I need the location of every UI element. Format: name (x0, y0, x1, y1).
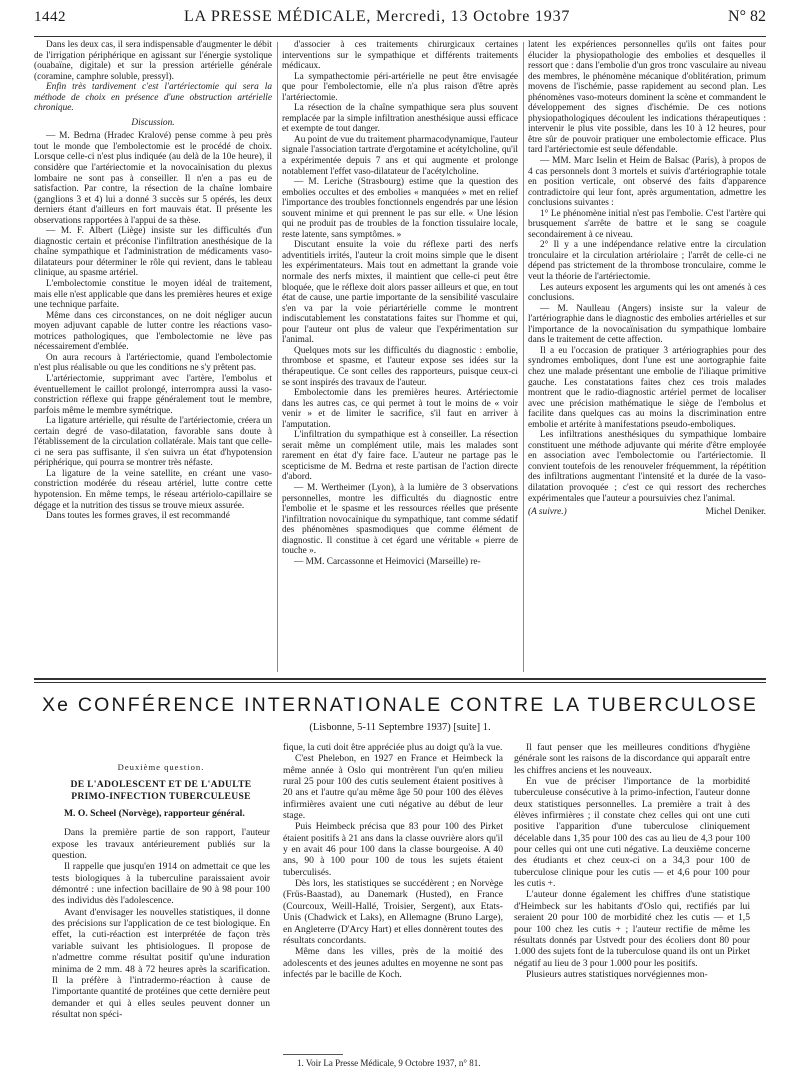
paragraph: Discutant ensuite la voie du réflexe parti des nerfs adventitiels irrités, l'auteur la croit moins simple que le disent les expérimentateurs. Mais tout en admettant la grande voie normale des nerfs mixtes, il maintient que celle-ci peut être bloquée, que le réflexe doit alors passer ailleurs et que, en tout état de cause, une partie importante de la sensibilité vasculaire s'en va par la voie périartérielle comme le montrent indiscutablement les constatations faites sur l'homme et qui, pour l'auteur ont plus de valeur que l'expérimentation sur l'animal. (282, 240, 518, 346)
paragraph: 2° Il y a une indépendance relative entre la circulation tronculaire et la circulation artériolaire ; l'arrêt de celle-ci ne dépend pas strictement de la thrombose tronculaire, comme le veut la théorie de l'artériectomie. (528, 240, 766, 283)
paragraph: L'auteur donne également les chiffres d'une statistique d'Heimbeck sur les habitants d'Oslo qui, rectifiés par lui seraient 20 pour 100 de morbidité chez les cutis — et 1,5 pour 100 chez les cutis + ; l'auteur rectifie de même les résultats donnés par Ustvedt pour des écoliers dont 80 pour 1.000 des sujets font de la tuberculose quand ils ont un Pirket négatif au lieu de 3 pour 1.000 pour les positifs. (514, 889, 750, 969)
column-1 (34, 40, 272, 675)
paragraph: En vue de préciser l'importance de la morbidité tuberculeuse consécutive à la primo-infection, l'auteur donne deux statistiques personnelles. La première a trait à des élèves infirmières ; il constate chez celles qui ont une cuti positive l'apparition d'une tuberculose cliniquement décelable dans 1,35 pour 100 des cas au lieu de 4,3 pour 100 pour celles qui ont une cuti négative. La deuxième concerne des étudiants et chez ceux-ci on a 34,3 pour 100 de tuberculose clinique pour les cutis — et 4,6 pour 100 pour les cutis +. (514, 776, 750, 890)
column-divider (523, 42, 524, 672)
page-header (34, 6, 766, 32)
conference-column-2 (283, 742, 503, 1072)
paragraph: — M. F. Albert (Liège) insiste sur les difficultés d'un diagnostic certain et préconise l'infiltration anesthésique de la chaîne sympathique et l'administration de médicaments vaso-dilatateurs pour déterminer le rôle qui revient, dans le tableau clinique, au spasme artériel. (34, 226, 272, 279)
paragraph: Les infiltrations anesthésiques du sympathique lombaire constituent une méthode adjuvante qui mérite d'être employée en association avec l'embolectomie ou l'artériectomie. Il convient toutefois de les renouveler fréquemment, la répétition des infiltrations augmentant l'intensité et la durée de la vaso-dilatation provoquée ; c'est ce qui ressort des recherches expérimentales que l'auteur a poursuivies chez l'animal. (528, 430, 766, 504)
paragraph: Plusieurs autres statistiques norvégiennes mon- (526, 968, 708, 980)
paragraph: C'est Phelebon, en 1927 en France et Heimbeck la même année à Oslo qui montrèrent l'un qu'en milieu rural 25 pour 100 des cutis seulement étaient positives à 20 ans et l'autre qu'au même âge 50 pour 100 des élèves infirmières avaient une cuti négative au début de leur stage. (283, 753, 503, 822)
paragraph: On aura recours à l'artériectomie, quand l'embolectomie n'est plus réalisable ou que les conditions ne s'y prêtent pas. (34, 352, 272, 374)
section-title-line-1: DE L'ADOLESCENT ET DE L'ADULTE (70, 779, 252, 791)
paragraph: L'embolectomie constitue le moyen idéal de traitement, mais elle n'est applicable que dans les premières heures et exige une technique parfaite. (34, 279, 272, 311)
paragraph: Il faut penser que les meilleures conditions d'hygiène générale sont les raisons de la discordance qui apparaît entre les chiffres anciens et les nouveaux. (514, 742, 750, 776)
paragraph: — M. Wertheimer (Lyon), à la lumière de 3 observations personnelles, montre les difficultés du diagnostic entre l'embolie et le spasme et les ressources réelles que présente l'infiltration novocaïnique du sympathique, tant comme sédatif des phénomènes spasmodiques que comme élément de diagnostic. Il constitue à cet égard une véritable « pierre de touche ». (282, 482, 518, 557)
paragraph: L'artériectomie, supprimant avec l'artère, l'embolus et éventuellement le caillot prolongé, interrompra aussi la vaso-constriction réflexe qui frappe généralement tout le membre, parfois même le membre symétrique. (34, 373, 272, 416)
article-signature-row (528, 507, 766, 518)
paragraph: Embolectomie dans les premières heures. Artériectomie dans les autres cas, ce qui permet à tout le moins de « voir venir » et de limiter le sacrifice, s'il faut en arriver à l'amputation. (282, 388, 518, 430)
column-2 (282, 40, 518, 675)
column-3 (528, 40, 766, 675)
paragraph: — M. Leriche (Strasbourg) estime que la question des embolies occultes et des embolies « manquées » met en relief l'importance des troubles fonctionnels engendrés par une lésion souvent minime et qui prennent le pas sur elle. « Une lésion qui ne produit pas de troubles de la fonction tissulaire locale, reste latente, sans symptômes. » (282, 177, 518, 240)
footnote: 1. Voir La Presse Médicale, 9 Octobre 1937, n° 81. (297, 1058, 481, 1068)
paragraph: Dans la première partie de son rapport, l'auteur expose les travaux antérieurement publiés sur la question. (52, 827, 270, 862)
section-rule-thin (34, 682, 766, 683)
paragraph: Au point de vue du traitement pharmacodynamique, l'auteur signale l'association tartrate d'ergotamine et acétylcholine, qu'il a expérimentée depuis 7 ans et qui augmente et prolonge notablement l'effet vaso-dilatateur de l'acétylcholine. (282, 134, 518, 177)
paragraph: Dans toutes les formes graves, il est recommandé (46, 511, 230, 522)
paragraph: Même dans les villes, près de la moitié des adolescents et des jeunes adultes en moyenne ne sont pas infectés par le bacille de Koch. (283, 946, 503, 980)
paragraph: Quelques mots sur les difficultés du diagnostic : embolie, thrombose et spasme, et l'auteur expose ses idées sur la thérapeutique. Ce sont celles des rapporteurs, puisque ceux-ci se sont inspirés des travaux de l'auteur. (282, 345, 518, 388)
paragraph: Il a eu l'occasion de pratiquer 3 artériographies pour des syndromes emboliques, dont l'une est une aortographie faite chez une malade présentant une embolie de l'iliaque primitive gauche. Les constatations faites chez ces trois malades montrent que le radio-diagnostic artériel permet de localiser avec une précision mathématique le siège de l'embolus et facilite dans quelques cas au moins la discrimination entre embolie et artérite à manifestations pseudo-emboliques. (528, 345, 766, 430)
to-be-continued: (A suivre.) (528, 507, 567, 518)
journal-title (184, 8, 570, 26)
header-rule (34, 36, 766, 37)
conference-subtitle: (Lisbonne, 5-11 Septembre 1937) [suite] 1. (309, 722, 491, 733)
paragraph: latent les expériences personnelles qu'ils ont faites pour élucider la physiopathologie des embolies et desquelles il ressort que : dans l'embolie d'un gros tronc vasculaire au niveau des membres, le phénomène mécanique d'oblitération, primum movens de l'ischémie, passe rapidement au second plan. Les phénomènes vaso-moteurs dominent la scène et commandent le développement des signes d'ischémie. De ces notions physiopathologiques découlent les indications thérapeutiques : intervenir le plus vite possible, dans les 10 à 12 heures, pour être sûr de pouvoir pratiquer une embolectomie efficace. Plus tard l'artériectomie est seule défendable. (528, 40, 766, 156)
paragraph: Dès lors, les statistiques se succédèrent ; en Norvège (Früs-Baastad), au Danemark (Husted), en France (Courcoux, Weill-Hallé, Troisier, Sergent), aux Etats-Unis (Chadwick et Laks), en Allemagne (Bruno Large), en Angleterre (D'Arcy Hart) et elles donnèrent toutes des résultats concordants. (283, 878, 503, 946)
issue-number: N° 82 (728, 8, 766, 25)
paragraph: Avant d'envisager les nouvelles statistiques, il donne des précisions sur l'application de ce test biologique. En effet, la cuti-réaction est interprétée de façon très variable suivant les phtisiologues. Il propose de n'admettre comme résultat positif qu'une induration minima de 2 mm. 48 à 72 heures après la scarification. Il la préfère à l'intradermo-réaction à cause de l'importante quantité de protéines que cette dernière peut demander et qui à elles seules peuvent donner un résultat non spéci- (52, 906, 270, 1020)
section-rule (34, 678, 766, 680)
issue-date: Mercredi, 13 Octobre 1937 (376, 8, 571, 25)
paragraph: La ligature de la veine satellite, en créant une vaso-constriction modérée du réseau artériel, lutte contre cette hypotension. En même temps, le réseau artériolo-capillaire se dégage et la nutrition des tissus se trouve mieux assurée. (34, 468, 272, 511)
paragraph: — MM. Marc Iselin et Heim de Balsac (Paris), à propos de 4 cas personnels dont 3 mortels et suivis d'artériographie totale en position verticale, ont observé des faits d'apparence contradictoire qui leur font, après argumentation, admettre les conclusions suivantes : (528, 156, 766, 209)
paragraph: Puis Heimbeck précisa que 83 pour 100 des Pirket étaient positifs à 21 ans dans la classe ouvrière alors qu'il y en avait 46 pour 100 dans la classe bourgeoise. A 40 ans, 90 à 100 pour 100 de tous les sujets étaient tuberculisés. (283, 821, 503, 878)
paragraph: Les auteurs exposent les arguments qui les ont amenés à ces conclusions. (528, 282, 766, 304)
paragraph: — MM. Carcassonne et Heimovici (Marseille) re- (294, 556, 481, 567)
paragraph: La ligature artérielle, qui résulte de l'artériectomie, créera un certain degré de vaso-dilatation, favorable sans doute à l'établissement de la circulation collatérale. Mais tant que celle-ci ne sera pas suffisante, il s'en suivra un état d'hypotension périphérique, qui pourra se montrer très néfaste. (34, 416, 272, 469)
column-divider (277, 42, 278, 672)
paragraph: L'infiltration du sympathique est à conseiller. La résection serait même un complément utile, mais les malades sont rarement en état d'y faire face. L'auteur ne partage pas le scepticisme de M. Bedrna et reste partisan de l'action directe d'abord. (282, 430, 518, 483)
paragraph: — M. Bedrna (Hradec Kralové) pense comme à peu près tout le monde que l'embolectomie est le procédé de choix. Lorsque celle-ci n'est plus indiquée (au delà de la 10e heure), il considère que l'artériectomie et la novocaïnisation du plexus lombaire ne sont pas à conseiller. Il n'en a pas eu de satisfaction. Par contre, la résection de la chaîne lombaire (ganglions 3 et 4) lui a donné 3 succès sur 5 opérés, les deux derniers étant d'ailleurs en fort mauvais état. Il présente les observations rapportées à l'appui de sa thèse. (34, 131, 272, 226)
conference-column-1 (52, 742, 270, 1072)
paragraph: La résection de la chaîne sympathique sera plus souvent remplacée par la simple infiltration anesthésique aussi efficace et exempte de tout danger. (282, 103, 518, 135)
rapporteur: M. O. Scheel (Norvège), rapporteur général. (64, 808, 245, 820)
paragraph: d'associer à ces traitements chirurgicaux certaines interventions sur le sympathique et différents traitements médicaux. (282, 40, 518, 72)
discussion-heading: Discussion. (131, 117, 175, 128)
footnote-rule (283, 1054, 343, 1055)
journal-name: LA PRESSE MÉDICALE, (184, 8, 372, 25)
paragraph: Enfin très tardivement c'est l'artériectomie qui sera la méthode de choix en présence d'une obstruction artérielle chronique. (34, 82, 272, 114)
paragraph: fique, la cuti doit être appréciée plus au doigt qu'à la vue. (283, 742, 503, 753)
conference-title: Xe CONFÉRENCE INTERNATIONALE CONTRE LA TUBERCULOSE (41, 694, 759, 716)
paragraph: — M. Naulleau (Angers) insiste sur la valeur de l'artériographie dans le diagnostic des embolies artérielles et sur l'importance de la novocaïnisation du sympathique lombaire dans le traitement de cette affection. (528, 303, 766, 346)
paragraph: Il rappelle que jusqu'en 1914 on admettait ce que les tests biologiques à la tuberculine paraissaient avoir démontré : une infection bacillaire de 90 à 98 pour 100 des individus dès l'adolescence. (52, 861, 270, 907)
paragraph: 1° Le phénomène initial n'est pas l'embolie. C'est l'artère qui brusquement s'arrête de battre et le sang se coagule secondairement à ce niveau. (528, 208, 766, 240)
author-signature: Michel Deniker. (705, 507, 766, 518)
section-title-line-2: PRIMO-INFECTION TUBERCULEUSE (71, 790, 251, 802)
conference-column-3 (514, 742, 750, 1072)
question-label: Deuxième question. (117, 762, 205, 772)
paragraph: La sympathectomie péri-artérielle ne peut être envisagée que pour l'embolectomie, elle n'a plus raison d'être après l'artériectomie. (282, 71, 518, 103)
paragraph: Dans les deux cas, il sera indispensable d'augmenter le débit de l'irrigation périphérique en agissant sur l'énergie systolique (ouabaïne, digitale) et sur la pression artérielle générale (coramine, camphre soluble, pressyl). (34, 40, 272, 82)
paragraph: Même dans ces circonstances, on ne doit négliger aucun moyen adjuvant capable de lutter contre les réactions vaso-motrices pathologiques, que l'embolectomie ne lève pas nécessairement d'emblée. (34, 310, 272, 353)
page-number: 1442 (34, 9, 66, 25)
